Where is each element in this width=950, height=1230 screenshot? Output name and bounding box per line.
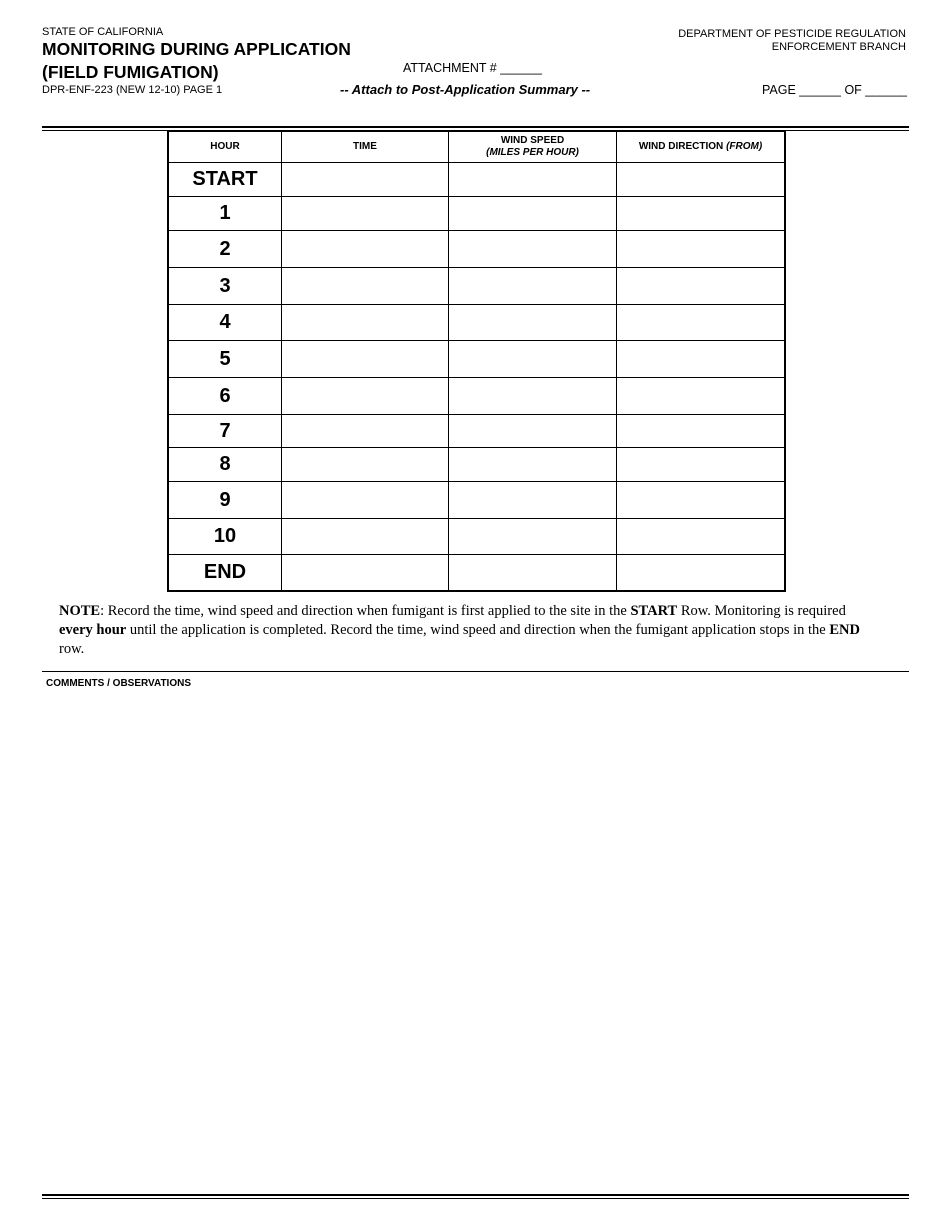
hour-cell: 5 (168, 341, 282, 378)
wind-direction-cell[interactable] (617, 482, 786, 519)
wind-direction-cell[interactable] (617, 163, 786, 197)
wind-direction-cell[interactable] (617, 448, 786, 482)
hour-cell: 10 (168, 519, 282, 555)
header-wind-direction (617, 132, 786, 163)
page-of-field[interactable]: PAGE ______ OF ______ (761, 83, 907, 97)
table-row (168, 268, 785, 305)
table-row (168, 305, 785, 341)
time-cell[interactable] (282, 519, 449, 555)
wind-direction-cell[interactable] (617, 378, 786, 415)
hour-cell: 3 (168, 268, 282, 305)
instruction-note (59, 602, 879, 659)
wind-speed-cell[interactable] (449, 448, 617, 482)
hour-cell: 7 (168, 415, 282, 448)
time-cell[interactable] (282, 448, 449, 482)
attachment-number-field[interactable]: ATTACHMENT # ______ (403, 61, 542, 75)
time-cell[interactable] (282, 163, 449, 197)
wind-direction-cell[interactable] (617, 305, 786, 341)
hour-cell: 8 (168, 448, 282, 482)
monitoring-table (167, 131, 786, 592)
branch-name: ENFORCEMENT BRANCH (771, 41, 906, 53)
header-wind-direction-label: WIND DIRECTION (638, 141, 724, 152)
wind-speed-cell[interactable] (449, 163, 617, 197)
hour-cell: START (168, 163, 282, 197)
time-cell[interactable] (282, 378, 449, 415)
hour-cell: 4 (168, 305, 282, 341)
header-wind-speed (449, 132, 617, 163)
note-end-bold: END (829, 622, 860, 638)
comments-area[interactable] (42, 694, 909, 1189)
header-wind-speed-unit: (MILES PER HOUR) (486, 147, 579, 158)
hour-cell: 2 (168, 231, 282, 268)
time-cell[interactable] (282, 482, 449, 519)
wind-speed-cell[interactable] (449, 519, 617, 555)
wind-speed-cell[interactable] (449, 482, 617, 519)
time-cell[interactable] (282, 268, 449, 305)
hour-cell: 9 (168, 482, 282, 519)
wind-direction-cell[interactable] (617, 341, 786, 378)
time-cell[interactable] (282, 231, 449, 268)
wind-direction-cell[interactable] (617, 197, 786, 231)
time-cell[interactable] (282, 305, 449, 341)
table-row (168, 415, 785, 448)
hour-cell: END (168, 555, 282, 591)
time-cell[interactable] (282, 555, 449, 591)
attach-instruction: -- Attach to Post-Application Summary -- (340, 82, 591, 97)
hour-cell: 1 (168, 197, 282, 231)
wind-speed-cell[interactable] (449, 231, 617, 268)
form-number: DPR-ENF-223 (NEW 12-10) PAGE 1 (42, 84, 223, 96)
table-row (168, 197, 785, 231)
note-text-2: Row. Monitoring is required (677, 603, 846, 619)
wind-speed-cell[interactable] (449, 268, 617, 305)
bottom-double-rule (42, 1194, 909, 1199)
wind-direction-cell[interactable] (617, 268, 786, 305)
hour-cell: 6 (168, 378, 282, 415)
form-title-line2: (FIELD FUMIGATION) (42, 62, 219, 82)
wind-speed-cell[interactable] (449, 341, 617, 378)
form-title-line1: MONITORING DURING APPLICATION (42, 39, 351, 59)
table-row (168, 555, 785, 591)
wind-speed-cell[interactable] (449, 555, 617, 591)
header-wind-speed-label: WIND SPEED (500, 135, 565, 146)
table-row (168, 163, 785, 197)
table-row (168, 448, 785, 482)
header-wind-direction-from: (FROM) (726, 141, 763, 152)
time-cell[interactable] (282, 197, 449, 231)
header-time: TIME (282, 132, 449, 163)
department-block (678, 28, 906, 54)
wind-speed-cell[interactable] (449, 378, 617, 415)
state-label: STATE OF CALIFORNIA (42, 26, 164, 38)
wind-speed-cell[interactable] (449, 197, 617, 231)
note-every-hour-bold: every hour (59, 622, 127, 638)
note-text-4: row. (59, 641, 85, 657)
table-row (168, 482, 785, 519)
wind-speed-cell[interactable] (449, 305, 617, 341)
wind-direction-cell[interactable] (617, 555, 786, 591)
wind-direction-cell[interactable] (617, 231, 786, 268)
wind-speed-cell[interactable] (449, 415, 617, 448)
table-row (168, 231, 785, 268)
comments-divider (42, 671, 909, 672)
comments-label: COMMENTS / OBSERVATIONS (46, 678, 192, 689)
time-cell[interactable] (282, 415, 449, 448)
table-row (168, 341, 785, 378)
form-title (42, 38, 351, 84)
note-text-1: : Record the time, wind speed and direction when fumigant is first applied to the site in the (100, 603, 631, 619)
wind-direction-cell[interactable] (617, 519, 786, 555)
note-label: NOTE (59, 603, 101, 619)
time-cell[interactable] (282, 341, 449, 378)
header-hour: HOUR (168, 132, 282, 163)
table-row (168, 519, 785, 555)
wind-direction-cell[interactable] (617, 415, 786, 448)
note-text-3: until the application is completed. Record the time, wind speed and direction when the fumigant application stops in the (126, 622, 830, 638)
table-header-row (168, 132, 785, 163)
note-start-bold: START (630, 603, 678, 619)
department-name: DEPARTMENT OF PESTICIDE REGULATION (678, 28, 906, 40)
table-row (168, 378, 785, 415)
